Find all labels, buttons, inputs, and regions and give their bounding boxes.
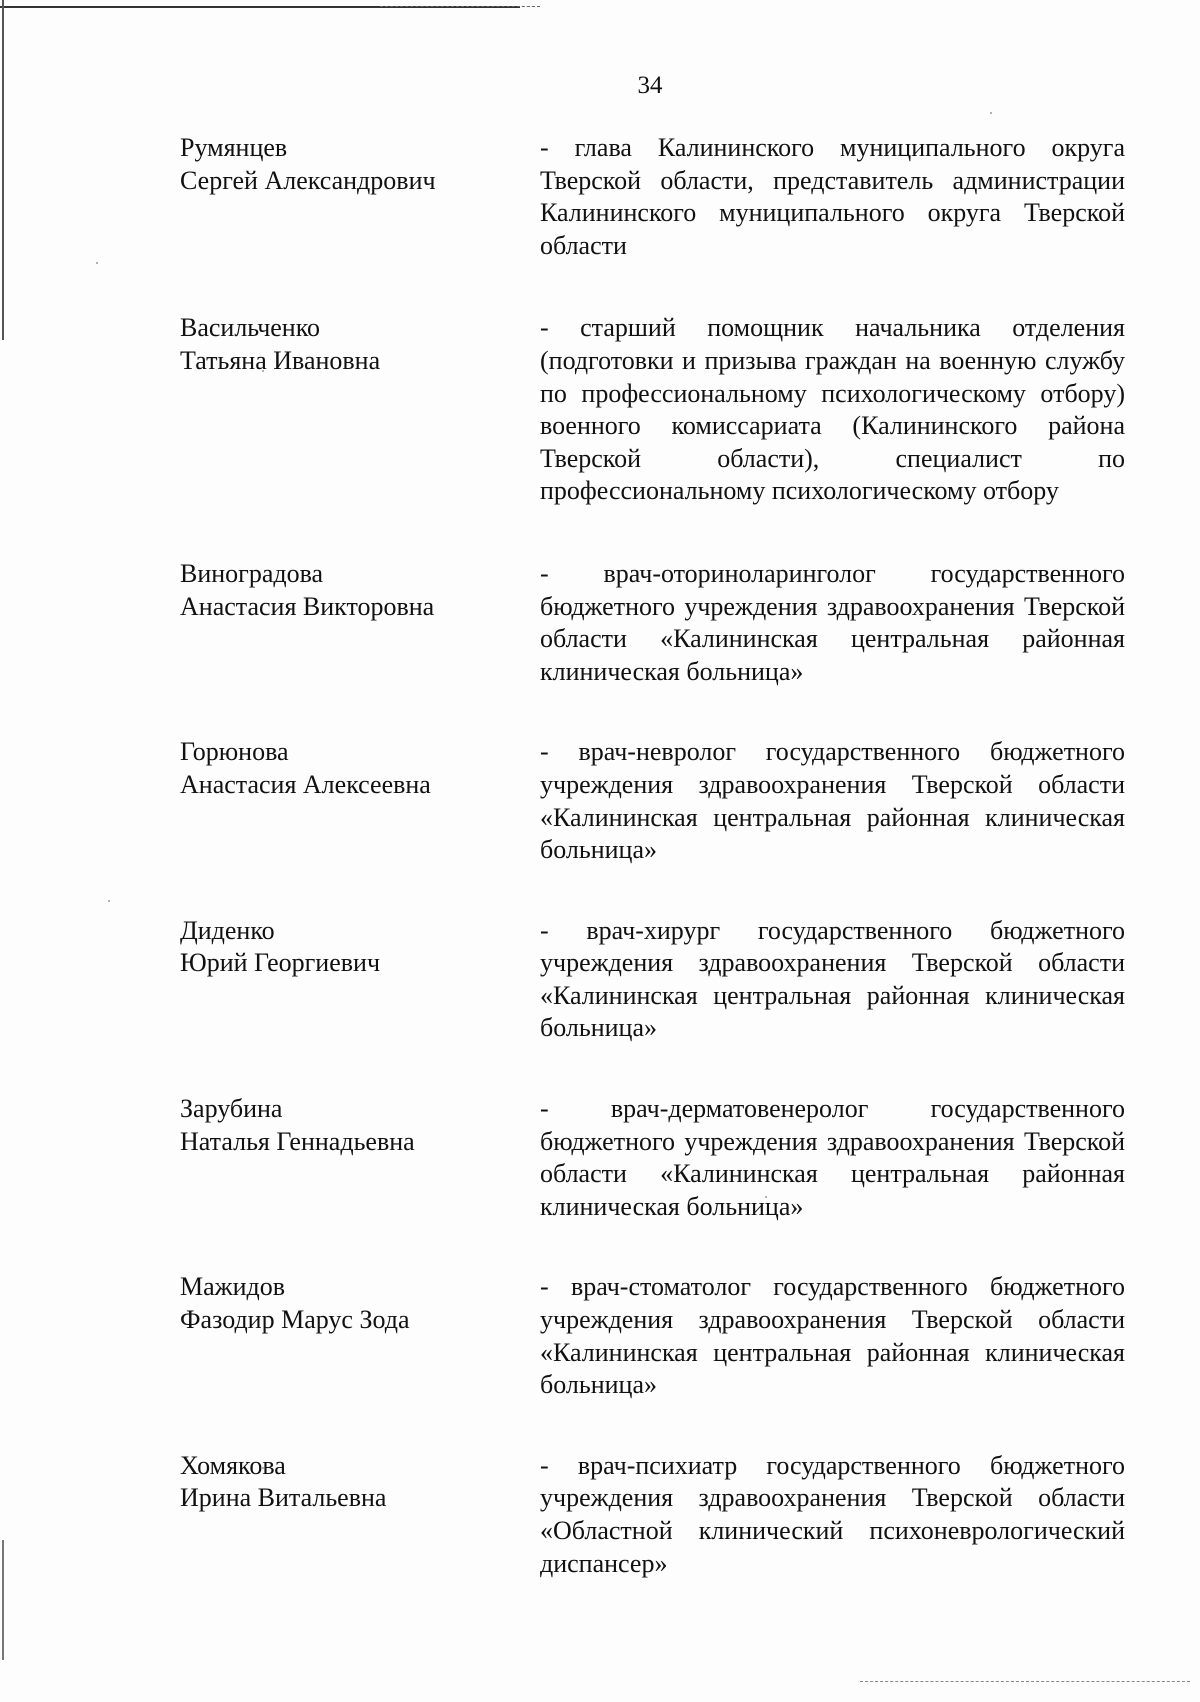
member-name	[180, 312, 540, 508]
member-entry	[180, 1093, 1125, 1223]
member-entry	[180, 558, 1125, 688]
page-number: 34	[637, 72, 663, 99]
member-role: - врач-психиатр государственного бюджетного учреждения здравоохранения Тверской области «Областной клинический психоневрологический диспансер»	[540, 1450, 1125, 1578]
scan-edge-top-dashed	[380, 6, 540, 7]
member-given-names: Наталья Геннадьевна	[180, 1126, 415, 1156]
member-surname: Румянцев	[180, 133, 288, 162]
member-role: - врач-невролог государственного бюджетного учреждения здравоохранения Тверской области «Калининская центральная районная клиническая больница»	[540, 737, 1125, 865]
member-surname: Диденко	[180, 915, 275, 945]
member-entry	[180, 1271, 1125, 1401]
scan-edge-left	[2, 0, 4, 340]
member-role: - врач-оториноларинголог государственного бюджетного учреждения здравоохранения Тверской области «Калининская центральная районная клиническая больница»	[540, 558, 1125, 686]
member-surname: Мажидов	[180, 1272, 286, 1302]
scan-speck	[96, 262, 98, 264]
member-name	[180, 915, 540, 1045]
scan-edge-left-lower	[2, 1540, 4, 1660]
member-given-names: Татьяна Ивановна	[180, 345, 381, 375]
member-name	[180, 558, 540, 688]
scan-speck	[108, 900, 110, 902]
member-surname: Васильченко	[180, 313, 321, 343]
member-entry	[180, 132, 1125, 262]
member-role: - врач-хирург государственного бюджетного учреждения здравоохранения Тверской области «Калининская центральная районная клиническая больница»	[540, 915, 1125, 1043]
member-given-names: Анастасия Викторовна	[180, 591, 435, 621]
member-role: - врач-стоматолог государственного бюджетного учреждения здравоохранения Тверской области «Калининская центральная районная клиническая больница»	[540, 1272, 1125, 1400]
member-given-names: Юрий Георгиевич	[180, 948, 381, 978]
member-name	[180, 132, 540, 262]
member-role: - старший помощник начальника отделения (подготовки и призыва граждан на военную службу по профессиональному психологическому отбору) военного комиссариата (Калининского района Тверской области), специалист по профессиональному психологическому отбору	[540, 313, 1125, 506]
member-entry	[180, 915, 1125, 1045]
member-surname: Горюнова	[180, 737, 289, 767]
member-name	[180, 1271, 540, 1401]
member-entry	[180, 736, 1125, 866]
member-name	[180, 736, 540, 866]
scan-edge-bottom	[860, 1681, 1190, 1682]
member-given-names: Сергей Александрович	[180, 165, 436, 195]
member-surname: Зарубина	[180, 1094, 283, 1124]
member-given-names: Анастасия Алексеевна	[180, 769, 431, 799]
member-given-names: Фазодир Марус Зода	[180, 1305, 410, 1335]
member-entry	[180, 1450, 1125, 1580]
member-name	[180, 1093, 540, 1223]
member-role: - глава Калининского муниципального округа Тверской области, представитель администрации Калининского муниципального округа Тверской области	[540, 133, 1125, 260]
member-given-names: Ирина Витальевна	[180, 1483, 387, 1513]
member-name	[180, 1450, 540, 1580]
member-entry	[180, 312, 1125, 508]
member-surname: Хомякова	[180, 1450, 286, 1480]
member-role: - врач-дерматовенеролог государственного бюджетного учреждения здравоохранения Тверской области «Калининская центральная районная клиническая больница»	[540, 1094, 1125, 1221]
member-list	[180, 132, 1125, 1580]
scan-speck	[990, 112, 992, 114]
member-surname: Виноградова	[180, 558, 324, 588]
